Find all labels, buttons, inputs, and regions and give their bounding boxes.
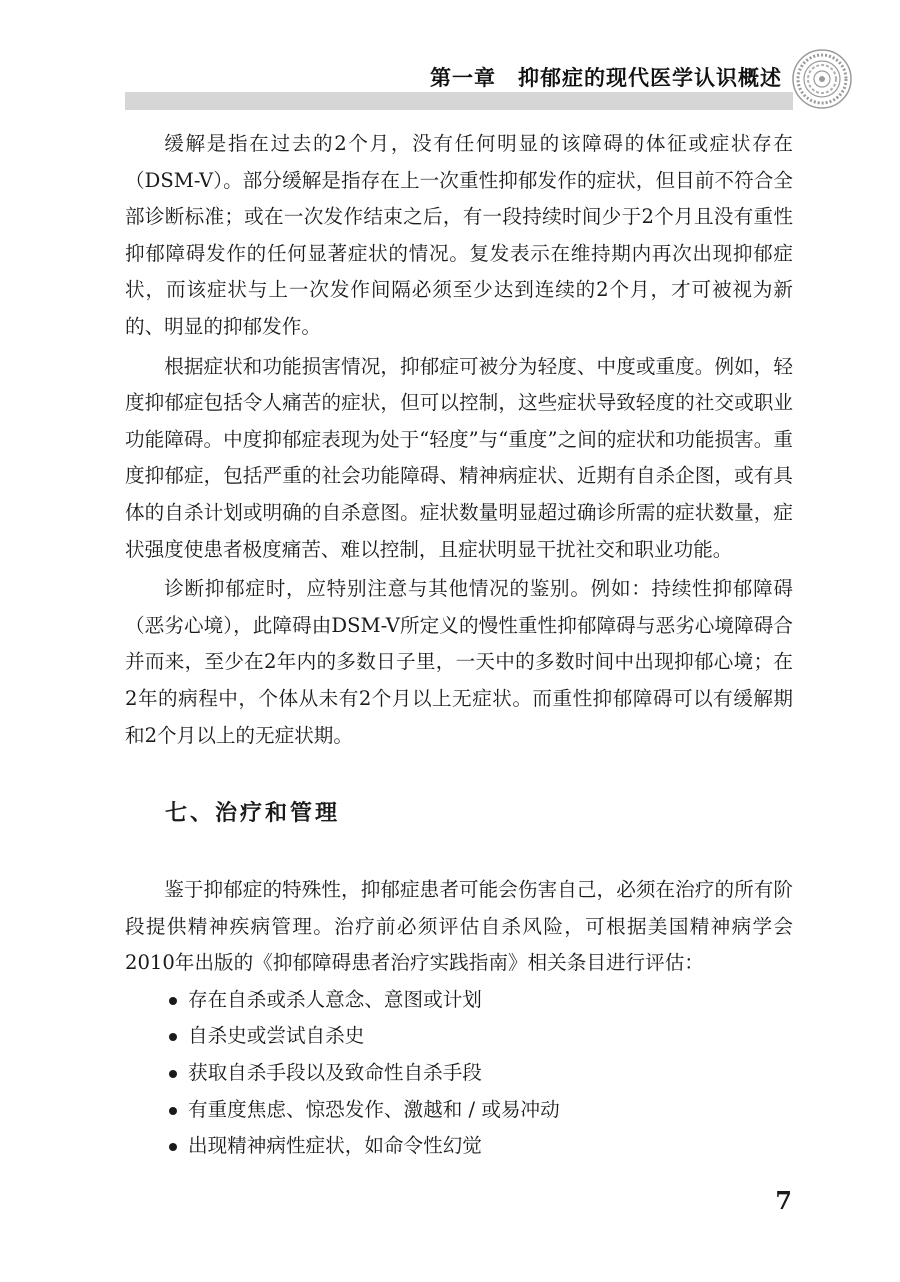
paragraph-treatment-intro: 鉴于抑郁症的特殊性，抑郁症患者可能会伤害自己，必须在治疗的所有阶段提供精神疾病管理。治疗前必须评估自杀风险，可根据美国精神病学会2010年出版的《抑郁障碍患者治疗实践指南》相关条目进行评估： — [125, 878, 793, 975]
risk-factor-list — [125, 982, 793, 1165]
list-item: 存在自杀或杀人意念、意图或计划 — [125, 982, 793, 1019]
list-item: 获取自杀手段以及致命性自杀手段 — [125, 1055, 793, 1092]
list-item: 有重度焦虑、惊恐发作、激越和 / 或易冲动 — [125, 1092, 793, 1129]
chapter-title: 第一章 抑郁症的现代医学认识概述 — [430, 66, 782, 90]
bullet-icon — [169, 1143, 177, 1151]
page-body — [125, 126, 793, 1165]
paragraph-differential: 诊断抑郁症时，应特别注意与其他情况的鉴别。例如：持续性抑郁障碍（恶劣心境），此障碍由DSM-V所定义的慢性重性抑郁障碍与恶劣心境障碍合并而来，至少在2年内的多数日子里，一天中的多数时间中出现抑郁心境；在2年的病程中，个体从未有2个月以上无症状。而重性抑郁障碍可以有缓解期和2个月以上的无症状期。 — [125, 577, 793, 747]
decorative-emblem-icon — [791, 48, 853, 110]
bullet-icon — [169, 1107, 177, 1115]
list-item: 自杀史或尝试自杀史 — [125, 1018, 793, 1055]
bullet-icon — [169, 997, 177, 1005]
bullet-icon — [169, 1033, 177, 1041]
header-rule — [125, 92, 793, 110]
paragraph-severity: 根据症状和功能损害情况，抑郁症可被分为轻度、中度或重度。例如，轻度抑郁症包括令人痛苦的症状，但可以控制，这些症状导致轻度的社交或职业功能障碍。中度抑郁症表现为处于“轻度”与“重度”之间的症状和功能损害。重度抑郁症，包括严重的社会功能障碍、精神病症状、近期有自杀企图，或有具体的自杀计划或明确的自杀意图。症状数量明显超过确诊所需的症状数量，症状强度使患者极度痛苦、难以控制，且症状明显干扰社交和职业功能。 — [125, 354, 793, 561]
section-heading: 七、治疗和管理 — [165, 801, 341, 827]
list-item: 出现精神病性症状，如命令性幻觉 — [125, 1128, 793, 1165]
page-number: 7 — [775, 1186, 792, 1215]
paragraph-remission: 缓解是指在过去的2个月，没有任何明显的该障碍的体征或症状存在（DSM-V）。部分缓解是指存在上一次重性抑郁发作的症状，但目前不符合全部诊断标准；或在一次发作结束之后，有一段持续时间少于2个月且没有重性抑郁障碍发作的任何显著症状的情况。复发表示在维持期内再次出现抑郁症状，而该症状与上一次发作间隔必须至少达到连续的2个月，才可被视为新的、明显的抑郁发作。 — [125, 132, 793, 338]
bullet-icon — [169, 1070, 177, 1078]
